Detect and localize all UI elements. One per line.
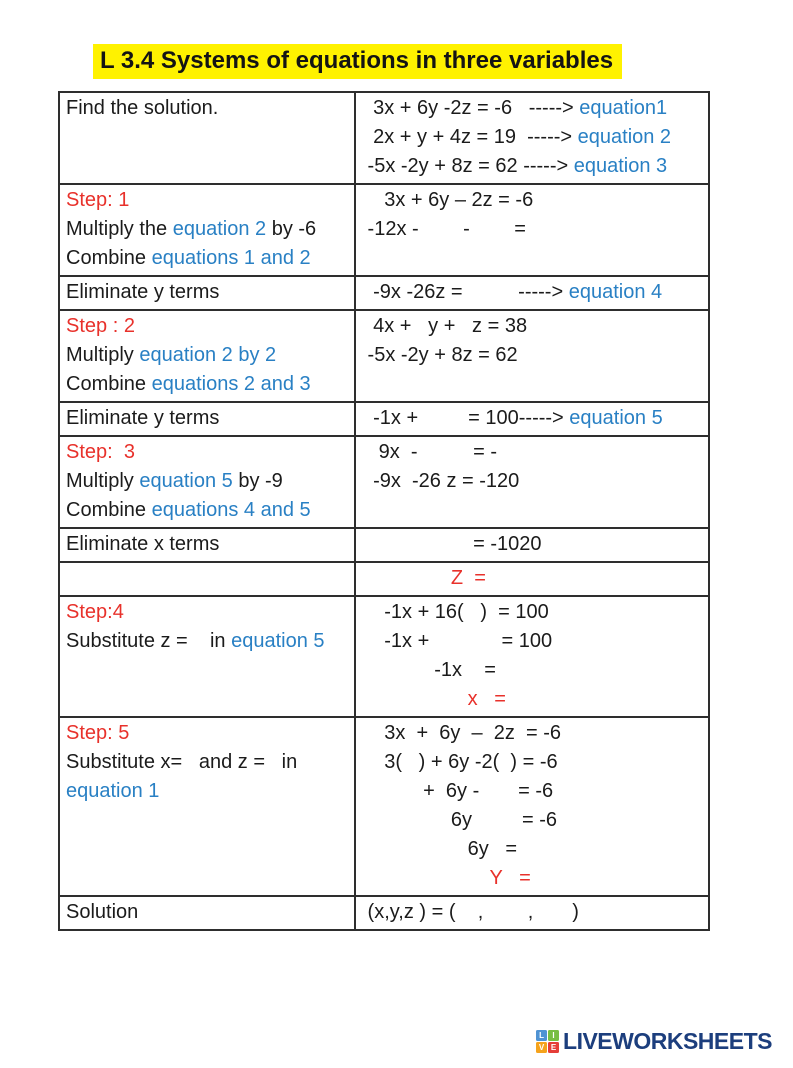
worksheet-line bbox=[66, 467, 350, 496]
worksheet-line bbox=[66, 777, 350, 806]
table-row-find-solution bbox=[59, 92, 709, 184]
worksheet-line bbox=[362, 806, 704, 835]
worksheet-line bbox=[362, 438, 704, 467]
step-5-left-cell bbox=[59, 717, 355, 896]
answer-label: Step: 5 bbox=[66, 721, 130, 744]
answer-label: Step: 1 bbox=[66, 188, 130, 211]
worksheet-line bbox=[66, 94, 350, 123]
solution-right-cell bbox=[355, 896, 709, 930]
text-segment: 9x - = - bbox=[362, 440, 498, 463]
text-segment: -5x -2y + 8z = 62 bbox=[362, 343, 518, 366]
equation-reference: equation1 bbox=[579, 96, 668, 119]
worksheet-line bbox=[66, 370, 350, 399]
worksheet-line bbox=[362, 656, 704, 685]
worksheet-line bbox=[66, 278, 350, 307]
answer-label: Y = bbox=[489, 866, 531, 889]
worksheet-line bbox=[66, 404, 350, 433]
equation-reference: equation 5 bbox=[139, 469, 233, 492]
text-segment: -1x + = 100-----> bbox=[362, 406, 570, 429]
step-2-left-cell bbox=[59, 310, 355, 402]
worksheet-line bbox=[362, 598, 704, 627]
answer-label: x = bbox=[467, 687, 506, 710]
text-segment bbox=[362, 867, 489, 889]
page-title: L 3.4 Systems of equations in three variables bbox=[93, 44, 622, 79]
table-row-step-5 bbox=[59, 717, 709, 896]
worksheet-line bbox=[66, 598, 350, 627]
eliminate-y-terms-2-right-cell bbox=[355, 402, 709, 436]
equation-reference: equation 5 bbox=[569, 406, 663, 429]
worksheet-line bbox=[362, 777, 704, 806]
eliminate-y-terms-1-left-cell bbox=[59, 276, 355, 310]
footer bbox=[536, 1028, 772, 1055]
text-segment: by -9 bbox=[232, 469, 283, 492]
worksheet-line bbox=[66, 719, 350, 748]
worksheet-line bbox=[362, 835, 704, 864]
text-segment: Combine bbox=[66, 498, 152, 521]
worksheet-line bbox=[362, 748, 704, 777]
equation-reference: equation 1 bbox=[66, 779, 160, 802]
equation-reference: equation 2 by 2 bbox=[139, 343, 277, 366]
worksheet-line bbox=[362, 530, 704, 559]
worksheet-line bbox=[66, 898, 350, 927]
table-row-step-3 bbox=[59, 436, 709, 528]
worksheet-line bbox=[362, 898, 704, 927]
table-row-eliminate-y-terms-2 bbox=[59, 402, 709, 436]
text-segment: Multiply bbox=[66, 469, 140, 492]
text-segment: Substitute x= and z = in bbox=[66, 750, 298, 773]
table-row-eliminate-x-terms bbox=[59, 528, 709, 562]
text-segment: Eliminate x terms bbox=[66, 532, 220, 555]
text-segment: -1x + 16( ) = 100 bbox=[362, 600, 549, 623]
text-segment: -9x -26z = -----> bbox=[362, 280, 569, 303]
text-segment: 3x + 6y -2z = -6 -----> bbox=[362, 96, 580, 119]
worksheet-line bbox=[362, 685, 704, 714]
worksheet-line bbox=[66, 496, 350, 525]
answer-label: Step:4 bbox=[66, 600, 124, 623]
worksheet-line bbox=[362, 864, 704, 893]
table-row-step-2 bbox=[59, 310, 709, 402]
eliminate-y-terms-1-right-cell bbox=[355, 276, 709, 310]
text-segment: -5x -2y + 8z = 62 -----> bbox=[362, 154, 574, 177]
text-segment bbox=[362, 688, 468, 710]
worksheet-line bbox=[66, 530, 350, 559]
step-2-right-cell bbox=[355, 310, 709, 402]
eliminate-y-terms-2-left-cell bbox=[59, 402, 355, 436]
text-segment: Substitute z = in bbox=[66, 629, 232, 652]
worksheet-line bbox=[66, 312, 350, 341]
worksheet-line bbox=[66, 244, 350, 273]
worksheet-line bbox=[66, 564, 350, 593]
table-row-step-4 bbox=[59, 596, 709, 717]
text-segment: 4x + y + z = 38 bbox=[362, 314, 528, 337]
text-segment: 3x + 6y – 2z = -6 bbox=[362, 188, 534, 211]
worksheet-line bbox=[362, 278, 704, 307]
worksheet-table bbox=[58, 91, 710, 931]
worksheet-line bbox=[362, 152, 704, 181]
equation-reference: equations 2 and 3 bbox=[151, 372, 311, 395]
text-segment: Multiply bbox=[66, 343, 140, 366]
solution-left-cell bbox=[59, 896, 355, 930]
answer-label: Step : 2 bbox=[66, 314, 135, 337]
text-segment: 2x + y + 4z = 19 -----> bbox=[362, 125, 578, 148]
worksheet-line bbox=[66, 627, 350, 656]
worksheet-line bbox=[362, 341, 704, 370]
worksheet-line bbox=[362, 94, 704, 123]
logo-square-i: I bbox=[548, 1030, 559, 1041]
worksheet-table-body bbox=[59, 92, 709, 930]
step-5-right-cell bbox=[355, 717, 709, 896]
text-segment: = -1020 bbox=[362, 532, 542, 555]
text-segment: Multiply the bbox=[66, 217, 173, 240]
text-segment: -1x = bbox=[362, 658, 496, 681]
table-row-solution bbox=[59, 896, 709, 930]
equation-reference: equation 5 bbox=[231, 629, 325, 652]
text-segment: -1x + = 100 bbox=[362, 629, 553, 652]
text-segment bbox=[362, 567, 451, 589]
find-solution-left-cell bbox=[59, 92, 355, 184]
text-segment: -12x - - = bbox=[362, 217, 526, 240]
step-4-right-cell bbox=[355, 596, 709, 717]
step-3-right-cell bbox=[355, 436, 709, 528]
logo-square-e: E bbox=[548, 1042, 559, 1053]
text-segment: Combine bbox=[66, 246, 152, 269]
brand-name: LIVEWORKSHEETS bbox=[563, 1028, 772, 1054]
equation-reference: equation 3 bbox=[573, 154, 668, 177]
table-row-step-1 bbox=[59, 184, 709, 276]
text-segment: Combine bbox=[66, 372, 152, 395]
text-segment: Solution bbox=[66, 900, 139, 923]
worksheet-line bbox=[66, 341, 350, 370]
worksheet-line bbox=[362, 186, 704, 215]
answer-label: Z = bbox=[450, 566, 486, 589]
liveworksheets-logo-icon bbox=[536, 1030, 559, 1053]
worksheet-line bbox=[66, 215, 350, 244]
worksheet-line bbox=[362, 312, 704, 341]
worksheet-line bbox=[362, 719, 704, 748]
text-segment: (x,y,z ) = ( , , ) bbox=[362, 900, 579, 923]
step-1-left-cell bbox=[59, 184, 355, 276]
find-solution-right-cell bbox=[355, 92, 709, 184]
table-row-z-answer bbox=[59, 562, 709, 596]
eliminate-x-terms-right-cell bbox=[355, 528, 709, 562]
logo-square-l: L bbox=[536, 1030, 547, 1041]
text-segment: -9x -26 z = -120 bbox=[362, 469, 520, 492]
text-segment: 3x + 6y – 2z = -6 bbox=[362, 721, 561, 744]
answer-label: Step: 3 bbox=[66, 440, 135, 463]
title-bar bbox=[93, 44, 793, 79]
equation-reference: equation 2 bbox=[172, 217, 267, 240]
worksheet-line bbox=[362, 564, 704, 593]
worksheet-line bbox=[362, 404, 704, 433]
worksheet-line bbox=[362, 123, 704, 152]
text-segment: by -6 bbox=[266, 217, 317, 240]
step-1-right-cell bbox=[355, 184, 709, 276]
equation-reference: equation 2 bbox=[577, 125, 672, 148]
eliminate-x-terms-left-cell bbox=[59, 528, 355, 562]
worksheet-line bbox=[362, 215, 704, 244]
worksheet-line bbox=[66, 186, 350, 215]
table-row-eliminate-y-terms-1 bbox=[59, 276, 709, 310]
text-segment: Find the solution. bbox=[66, 96, 219, 119]
text-segment: 6y = bbox=[362, 837, 518, 860]
equation-reference: equation 4 bbox=[568, 280, 663, 303]
text-segment: 3( ) + 6y -2( ) = -6 bbox=[362, 750, 558, 773]
text-segment: 6y = -6 bbox=[362, 808, 558, 831]
worksheet-line bbox=[362, 627, 704, 656]
text-segment: Eliminate y terms bbox=[66, 280, 220, 303]
worksheet-line bbox=[66, 438, 350, 467]
z-answer-right-cell bbox=[355, 562, 709, 596]
text-segment: + 6y - = -6 bbox=[362, 779, 554, 802]
worksheet-line bbox=[362, 467, 704, 496]
z-answer-left-cell bbox=[59, 562, 355, 596]
step-3-left-cell bbox=[59, 436, 355, 528]
text-segment: Eliminate y terms bbox=[66, 406, 220, 429]
step-4-left-cell bbox=[59, 596, 355, 717]
equation-reference: equations 1 and 2 bbox=[151, 246, 311, 269]
equation-reference: equations 4 and 5 bbox=[151, 498, 311, 521]
logo-square-v: V bbox=[536, 1042, 547, 1053]
worksheet-line bbox=[66, 748, 350, 777]
